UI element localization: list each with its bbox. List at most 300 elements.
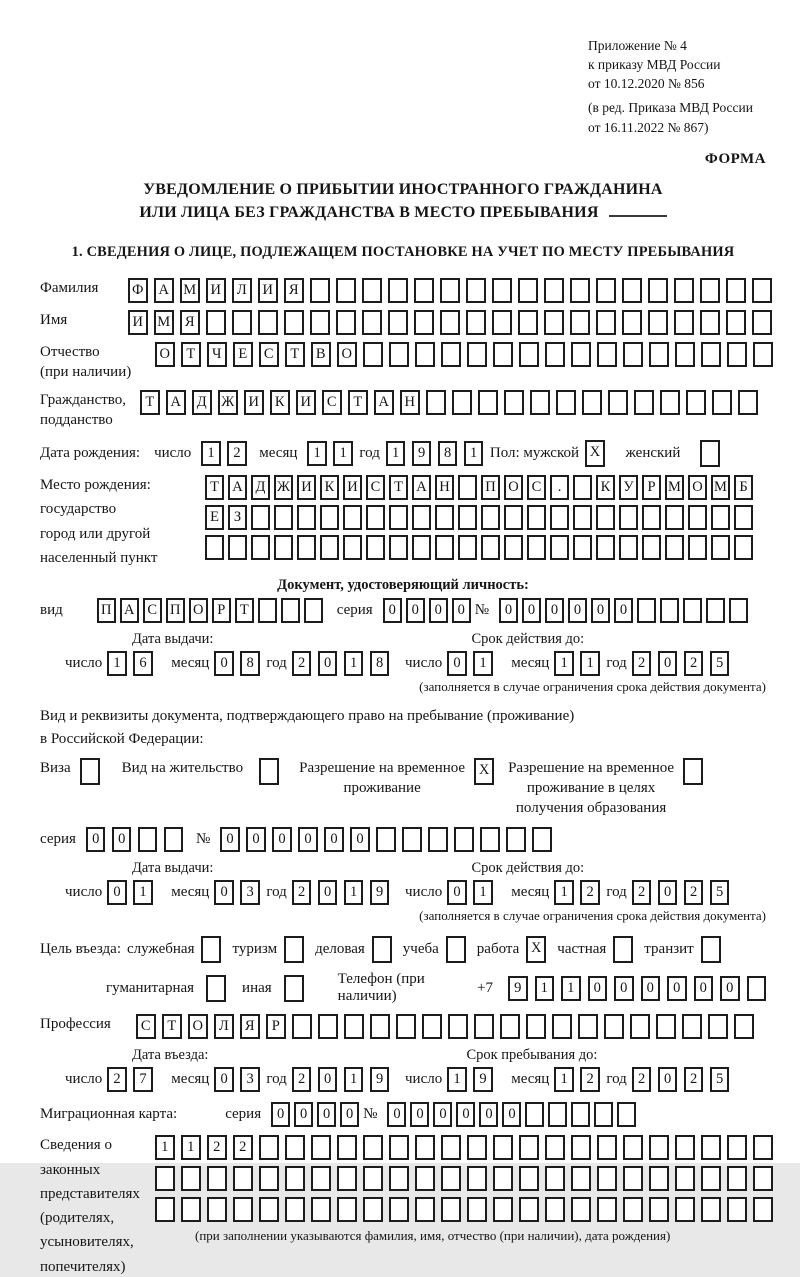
form-cell[interactable] [251,505,270,530]
form-cell[interactable] [343,505,362,530]
form-cell[interactable]: 1 [107,651,127,676]
form-cell[interactable]: 1 [535,976,555,1001]
form-cell[interactable] [251,535,270,560]
form-cell[interactable] [492,310,512,335]
purpose-tourism-checkbox[interactable] [284,936,304,963]
form-cell[interactable] [532,827,552,852]
form-cell[interactable]: 2 [580,1067,600,1092]
form-cell[interactable]: Д [192,390,212,415]
form-cell[interactable] [388,310,408,335]
form-cell[interactable]: С [136,1014,156,1039]
form-cell[interactable] [232,310,252,335]
form-cell[interactable] [596,310,616,335]
form-cell[interactable]: 0 [298,827,318,852]
form-cell[interactable]: 0 [318,1067,338,1092]
form-cell[interactable] [258,598,277,623]
form-cell[interactable]: К [270,390,290,415]
form-cell[interactable]: 0 [641,976,661,1001]
form-cell[interactable] [402,827,422,852]
form-cell[interactable]: К [596,475,615,500]
form-cell[interactable]: 2 [632,880,652,905]
form-cell[interactable]: 1 [561,976,581,1001]
form-cell[interactable] [682,1014,702,1039]
form-cell[interactable]: 8 [438,441,458,466]
form-cell[interactable] [285,1166,305,1191]
form-cell[interactable] [688,535,707,560]
form-cell[interactable] [415,1166,435,1191]
form-cell[interactable]: 0 [318,651,338,676]
form-cell[interactable] [259,1197,279,1222]
purpose-work-checkbox[interactable]: X [526,936,546,963]
form-cell[interactable]: П [97,598,116,623]
form-cell[interactable]: 0 [383,598,402,623]
form-cell[interactable]: 0 [294,1102,313,1127]
form-cell[interactable] [623,1166,643,1191]
form-cell[interactable] [573,535,592,560]
form-cell[interactable]: 0 [545,598,564,623]
form-cell[interactable] [552,1014,572,1039]
form-cell[interactable]: 9 [370,880,390,905]
form-cell[interactable] [556,390,576,415]
form-cell[interactable] [571,1135,591,1160]
form-cell[interactable]: 0 [658,651,678,676]
form-cell[interactable]: С [259,342,279,367]
form-cell[interactable]: А [154,278,174,303]
form-cell[interactable] [310,310,330,335]
form-cell[interactable] [701,342,721,367]
form-cell[interactable] [336,278,356,303]
form-cell[interactable] [545,1197,565,1222]
form-cell[interactable] [674,310,694,335]
form-cell[interactable] [362,278,382,303]
form-cell[interactable] [492,278,512,303]
form-cell[interactable] [597,1135,617,1160]
form-cell[interactable] [363,1135,383,1160]
form-cell[interactable]: 5 [710,1067,730,1092]
form-cell[interactable]: 2 [107,1067,127,1092]
form-cell[interactable] [207,1197,227,1222]
form-cell[interactable] [649,342,669,367]
form-cell[interactable]: 2 [207,1135,227,1160]
form-cell[interactable]: О [688,475,707,500]
form-cell[interactable] [207,1166,227,1191]
form-cell[interactable]: 1 [554,880,574,905]
form-cell[interactable]: 0 [387,1102,406,1127]
form-cell[interactable]: Р [212,598,231,623]
form-cell[interactable]: 0 [214,1067,234,1092]
form-cell[interactable] [545,1135,565,1160]
form-cell[interactable] [570,278,590,303]
form-cell[interactable]: Я [240,1014,260,1039]
form-cell[interactable]: 2 [632,1067,652,1092]
form-cell[interactable] [571,1102,590,1127]
form-cell[interactable] [480,827,500,852]
form-cell[interactable]: 1 [447,1067,467,1092]
form-cell[interactable] [623,1197,643,1222]
form-cell[interactable]: У [619,475,638,500]
form-cell[interactable] [660,390,680,415]
form-cell[interactable] [504,390,524,415]
form-cell[interactable]: С [527,475,546,500]
form-cell[interactable]: 2 [580,880,600,905]
form-cell[interactable] [571,1166,591,1191]
form-cell[interactable]: 1 [155,1135,175,1160]
form-cell[interactable]: Т [285,342,305,367]
form-cell[interactable] [435,535,454,560]
form-cell[interactable] [570,310,590,335]
form-cell[interactable] [363,1166,383,1191]
form-cell[interactable]: . [550,475,569,500]
form-cell[interactable] [700,278,720,303]
form-cell[interactable]: 2 [632,651,652,676]
form-cell[interactable] [297,535,316,560]
form-cell[interactable] [164,827,184,852]
form-cell[interactable] [596,535,615,560]
form-cell[interactable] [623,342,643,367]
form-cell[interactable] [466,310,486,335]
form-cell[interactable]: 2 [292,880,312,905]
form-cell[interactable] [550,535,569,560]
form-cell[interactable] [526,1014,546,1039]
form-cell[interactable] [734,1014,754,1039]
form-cell[interactable] [458,475,477,500]
form-cell[interactable]: Н [435,475,454,500]
form-cell[interactable] [344,1014,364,1039]
form-cell[interactable] [297,505,316,530]
form-cell[interactable]: 2 [292,1067,312,1092]
form-cell[interactable] [648,310,668,335]
form-cell[interactable] [362,310,382,335]
form-cell[interactable]: 1 [333,441,353,466]
form-cell[interactable] [422,1014,442,1039]
form-cell[interactable]: Л [232,278,252,303]
form-cell[interactable] [228,535,247,560]
form-cell[interactable]: Р [642,475,661,500]
form-cell[interactable]: 2 [233,1135,253,1160]
form-cell[interactable] [233,1197,253,1222]
form-cell[interactable] [370,1014,390,1039]
form-cell[interactable] [441,1166,461,1191]
form-cell[interactable]: 0 [107,880,127,905]
form-cell[interactable] [597,1166,617,1191]
form-cell[interactable] [478,390,498,415]
form-cell[interactable] [493,342,513,367]
form-cell[interactable] [648,278,668,303]
form-cell[interactable]: 1 [344,651,364,676]
form-cell[interactable]: Т [348,390,368,415]
form-cell[interactable]: Ч [207,342,227,367]
form-cell[interactable] [525,1102,544,1127]
form-cell[interactable] [441,1197,461,1222]
form-cell[interactable]: И [244,390,264,415]
form-cell[interactable] [274,535,293,560]
residence-permit-checkbox[interactable] [259,758,279,785]
form-cell[interactable] [337,1166,357,1191]
form-cell[interactable] [608,390,628,415]
form-cell[interactable]: С [366,475,385,500]
form-cell[interactable]: А [228,475,247,500]
form-cell[interactable] [519,1166,539,1191]
form-cell[interactable] [675,1197,695,1222]
form-cell[interactable] [337,1135,357,1160]
form-cell[interactable]: Я [180,310,200,335]
form-cell[interactable] [674,278,694,303]
form-cell[interactable] [481,505,500,530]
form-cell[interactable] [649,1135,669,1160]
form-cell[interactable] [623,1135,643,1160]
form-cell[interactable] [545,1166,565,1191]
form-cell[interactable] [320,505,339,530]
form-cell[interactable]: 0 [350,827,370,852]
form-cell[interactable] [642,535,661,560]
form-cell[interactable] [571,342,591,367]
form-cell[interactable]: 0 [479,1102,498,1127]
form-cell[interactable] [711,505,730,530]
form-cell[interactable]: 9 [473,1067,493,1092]
form-cell[interactable]: 0 [658,880,678,905]
form-cell[interactable]: 0 [406,598,425,623]
form-cell[interactable] [712,390,732,415]
form-cell[interactable] [415,1197,435,1222]
form-cell[interactable] [311,1166,331,1191]
form-cell[interactable]: А [374,390,394,415]
form-cell[interactable] [304,598,323,623]
form-cell[interactable]: 0 [522,598,541,623]
form-cell[interactable]: 0 [272,827,292,852]
form-cell[interactable] [622,278,642,303]
form-cell[interactable]: И [206,278,226,303]
form-cell[interactable] [686,390,706,415]
form-cell[interactable]: 0 [271,1102,290,1127]
form-cell[interactable] [493,1197,513,1222]
form-cell[interactable] [389,342,409,367]
form-cell[interactable] [597,342,617,367]
form-cell[interactable]: 0 [720,976,740,1001]
form-cell[interactable]: И [128,310,148,335]
form-cell[interactable]: Ж [274,475,293,500]
form-cell[interactable] [426,390,446,415]
form-cell[interactable] [683,598,702,623]
temp-residence-education-checkbox[interactable] [683,758,703,785]
form-cell[interactable] [285,1197,305,1222]
form-cell[interactable] [414,278,434,303]
form-cell[interactable]: 0 [214,651,234,676]
form-cell[interactable] [389,505,408,530]
form-cell[interactable] [738,390,758,415]
form-cell[interactable] [389,535,408,560]
form-cell[interactable]: Ж [218,390,238,415]
form-cell[interactable]: 0 [667,976,687,1001]
form-cell[interactable]: 0 [694,976,714,1001]
form-cell[interactable]: 3 [240,1067,260,1092]
form-cell[interactable] [753,1166,773,1191]
form-cell[interactable] [155,1197,175,1222]
form-cell[interactable]: Т [205,475,224,500]
form-cell[interactable]: 2 [684,651,704,676]
form-cell[interactable]: М [154,310,174,335]
purpose-business-checkbox[interactable] [372,936,392,963]
form-cell[interactable]: 0 [112,827,132,852]
form-cell[interactable] [544,310,564,335]
form-cell[interactable] [412,505,431,530]
form-cell[interactable]: Ф [128,278,148,303]
form-cell[interactable] [753,1197,773,1222]
gender-male-checkbox[interactable]: X [585,440,605,467]
form-cell[interactable] [729,598,748,623]
form-cell[interactable]: Л [214,1014,234,1039]
form-cell[interactable] [747,976,767,1001]
form-cell[interactable]: Т [235,598,254,623]
form-cell[interactable]: 1 [133,880,153,905]
form-cell[interactable]: 0 [429,598,448,623]
form-cell[interactable] [310,278,330,303]
visa-checkbox[interactable] [80,758,100,785]
form-cell[interactable] [281,598,300,623]
form-cell[interactable] [548,1102,567,1127]
form-cell[interactable] [467,1197,487,1222]
form-cell[interactable] [527,535,546,560]
form-cell[interactable] [622,310,642,335]
form-cell[interactable] [665,505,684,530]
form-cell[interactable] [205,535,224,560]
form-cell[interactable] [448,1014,468,1039]
form-cell[interactable]: 2 [292,651,312,676]
form-cell[interactable] [412,535,431,560]
form-cell[interactable]: С [322,390,342,415]
form-cell[interactable] [727,1135,747,1160]
form-cell[interactable] [734,535,753,560]
form-cell[interactable]: Я [284,278,304,303]
form-cell[interactable] [155,1166,175,1191]
form-cell[interactable]: И [297,475,316,500]
form-cell[interactable] [138,827,158,852]
form-cell[interactable]: 1 [344,1067,364,1092]
form-cell[interactable] [617,1102,636,1127]
temp-residence-checkbox[interactable]: X [474,758,494,785]
form-cell[interactable] [573,475,592,500]
form-cell[interactable] [604,1014,624,1039]
form-cell[interactable] [336,310,356,335]
form-cell[interactable] [711,535,730,560]
form-cell[interactable] [181,1197,201,1222]
form-cell[interactable] [675,1135,695,1160]
form-cell[interactable]: 0 [86,827,106,852]
form-cell[interactable]: 0 [214,880,234,905]
form-cell[interactable]: 1 [580,651,600,676]
form-cell[interactable] [727,1197,747,1222]
form-cell[interactable] [258,310,278,335]
form-cell[interactable] [649,1166,669,1191]
form-cell[interactable]: Б [734,475,753,500]
form-cell[interactable] [701,1135,721,1160]
form-cell[interactable] [518,310,538,335]
form-cell[interactable] [582,390,602,415]
form-cell[interactable]: 9 [508,976,528,1001]
form-cell[interactable] [389,1135,409,1160]
form-cell[interactable] [752,310,772,335]
form-cell[interactable]: 0 [502,1102,521,1127]
form-cell[interactable]: 1 [554,651,574,676]
form-cell[interactable]: О [188,1014,208,1039]
form-cell[interactable]: 0 [318,880,338,905]
form-cell[interactable] [619,535,638,560]
form-cell[interactable]: М [665,475,684,500]
form-cell[interactable] [343,535,362,560]
form-cell[interactable] [389,1166,409,1191]
form-cell[interactable] [440,278,460,303]
form-cell[interactable]: 0 [456,1102,475,1127]
form-cell[interactable] [573,505,592,530]
form-cell[interactable]: А [412,475,431,500]
form-cell[interactable]: И [258,278,278,303]
form-cell[interactable] [320,535,339,560]
form-cell[interactable]: 0 [447,880,467,905]
form-cell[interactable] [642,505,661,530]
form-cell[interactable] [519,1135,539,1160]
form-cell[interactable] [259,1135,279,1160]
form-cell[interactable] [708,1014,728,1039]
form-cell[interactable]: 0 [614,976,634,1001]
form-cell[interactable]: 0 [324,827,344,852]
form-cell[interactable] [466,278,486,303]
form-cell[interactable] [206,310,226,335]
form-cell[interactable] [454,827,474,852]
form-cell[interactable] [440,310,460,335]
form-cell[interactable]: Е [205,505,224,530]
form-cell[interactable] [727,1166,747,1191]
form-cell[interactable] [518,278,538,303]
form-cell[interactable] [481,535,500,560]
purpose-transit-checkbox[interactable] [701,936,721,963]
form-cell[interactable] [274,505,293,530]
form-cell[interactable] [292,1014,312,1039]
form-cell[interactable] [452,390,472,415]
form-cell[interactable] [311,1135,331,1160]
form-cell[interactable]: 9 [370,1067,390,1092]
form-cell[interactable]: О [155,342,175,367]
form-cell[interactable]: 1 [464,441,484,466]
form-cell[interactable] [619,505,638,530]
form-cell[interactable] [544,278,564,303]
form-cell[interactable] [181,1166,201,1191]
form-cell[interactable]: 2 [227,441,247,466]
form-cell[interactable]: 5 [710,880,730,905]
form-cell[interactable]: 0 [246,827,266,852]
form-cell[interactable] [458,505,477,530]
form-cell[interactable]: 7 [133,1067,153,1092]
form-cell[interactable] [753,342,773,367]
form-cell[interactable]: П [481,475,500,500]
form-cell[interactable] [530,390,550,415]
form-cell[interactable] [366,535,385,560]
form-cell[interactable]: К [320,475,339,500]
form-cell[interactable]: 0 [340,1102,359,1127]
form-cell[interactable]: О [189,598,208,623]
form-cell[interactable] [441,342,461,367]
form-cell[interactable] [675,1166,695,1191]
form-cell[interactable]: 1 [307,441,327,466]
form-cell[interactable]: 9 [412,441,432,466]
form-cell[interactable] [467,1135,487,1160]
form-cell[interactable]: С [143,598,162,623]
form-cell[interactable] [396,1014,416,1039]
form-cell[interactable] [701,1166,721,1191]
form-cell[interactable]: 1 [201,441,221,466]
form-cell[interactable]: 1 [473,651,493,676]
form-cell[interactable]: 0 [499,598,518,623]
form-cell[interactable]: 5 [710,651,730,676]
form-cell[interactable] [734,505,753,530]
